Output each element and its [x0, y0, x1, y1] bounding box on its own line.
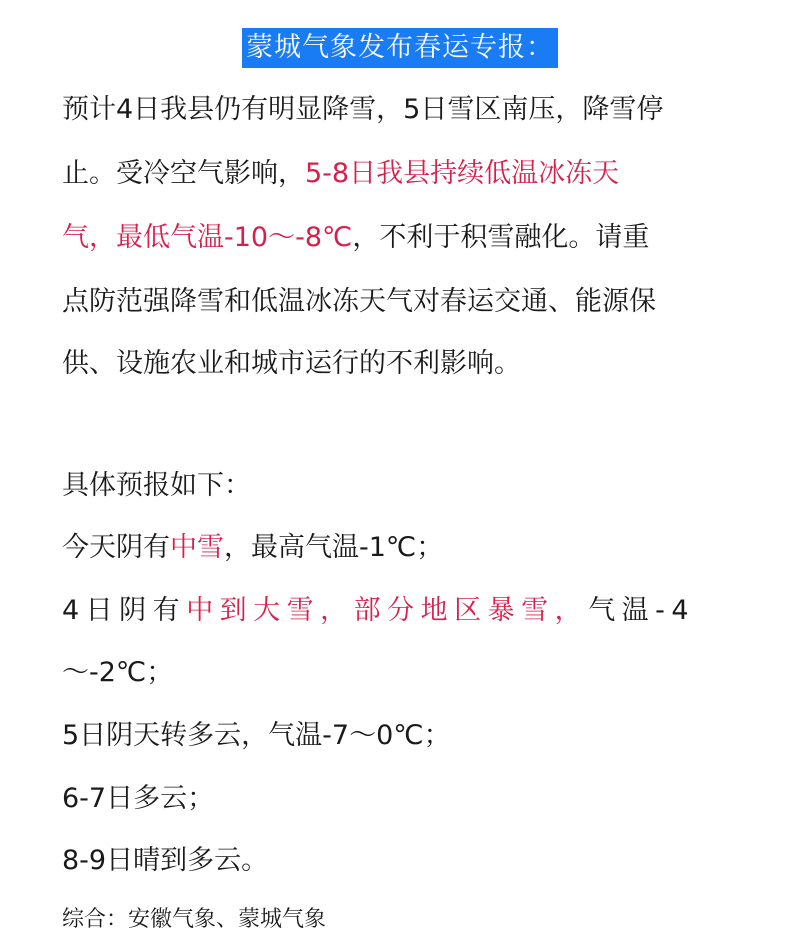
intro-line-1: 预计4日我县仍有明显降雪，5日雪区南压，降雪停 [62, 94, 664, 125]
intro-line-5: 供、设施农业和城市运行的不利影响。 [62, 348, 521, 379]
forecast-text: ，最高气温-1℃； [224, 532, 444, 563]
forecast-heading: 具体预报如下： [62, 470, 251, 501]
source-note: 综合：安徽气象、蒙城气象 [62, 907, 327, 932]
forecast-day-5: 5日阴天转多云，气温-7～0℃； [62, 720, 451, 751]
highlight-text: 中到大雪，部分地区暴雪， [186, 595, 589, 626]
forecast-today [62, 528, 742, 568]
forecast-text: 今天阴有 [62, 532, 170, 563]
forecast-text: 气温-4 [588, 595, 696, 626]
page-title: 蒙城气象发布春运专报： [242, 28, 558, 68]
highlight-text: 气，最低气温-10～-8℃ [62, 222, 353, 253]
intro-line-3 [62, 218, 742, 258]
highlight-text: 中雪 [170, 532, 224, 563]
highlight-text: 5-8日我县持续低温冰冻天 [305, 158, 620, 189]
forecast-day-6-7: 6-7日多云； [62, 783, 215, 814]
intro-line-4: 点防范强降雪和低温冰冻天气对春运交通、能源保 [62, 286, 656, 317]
forecast-text: 4日阴有 [62, 595, 187, 626]
forecast-day-8-9: 8-9日晴到多云。 [62, 845, 269, 876]
intro-text: 止。受冷空气影响， [62, 158, 305, 189]
title-banner [0, 28, 800, 68]
intro-line-2 [62, 154, 742, 194]
forecast-day-4 [62, 591, 742, 631]
forecast-day-4-cont: ～-2℃； [62, 657, 174, 688]
intro-text: ，不利于积雪融化。请重 [352, 222, 650, 253]
